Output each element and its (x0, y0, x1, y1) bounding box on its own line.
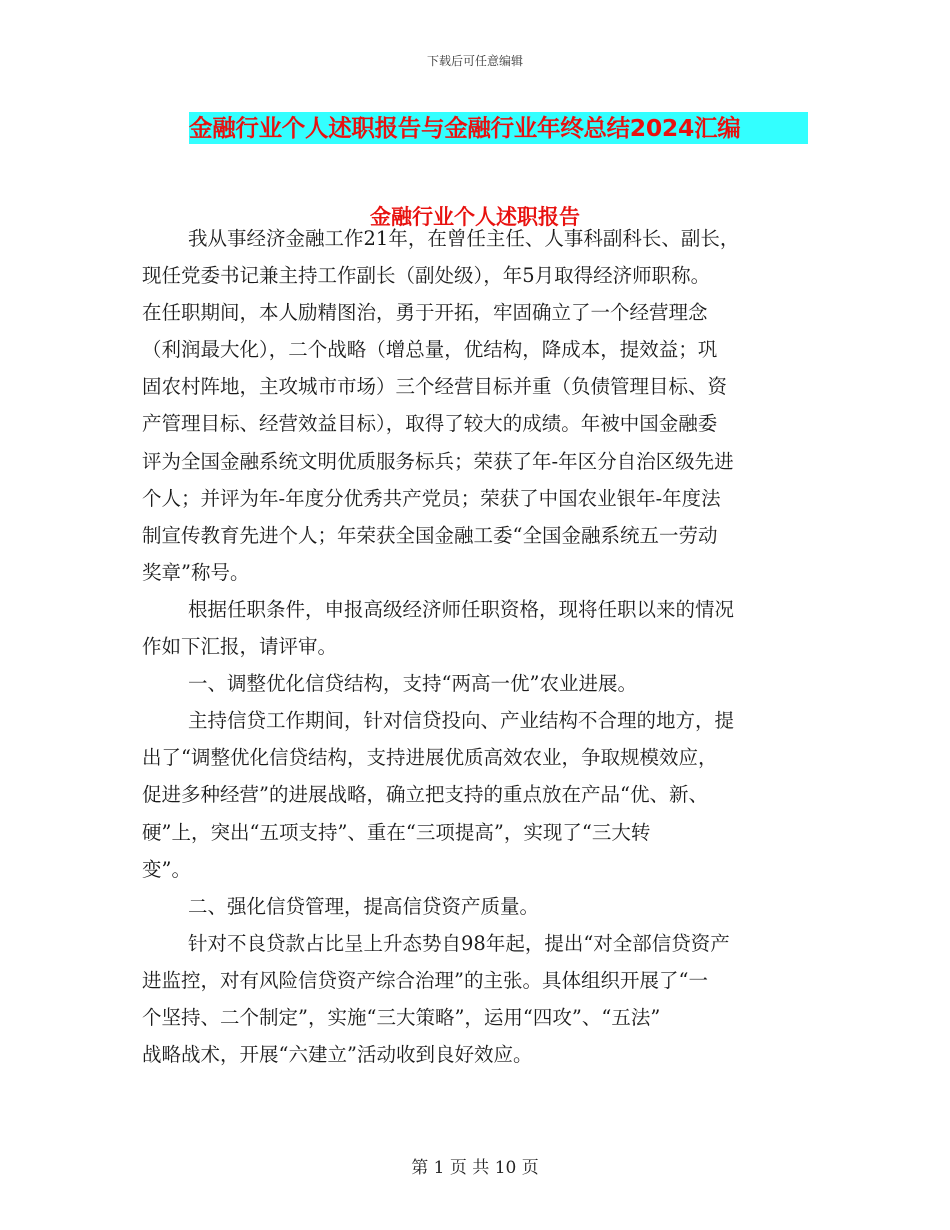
text-line: 一、调整优化信贷结构，支持“两高一优”农业进展。 (188, 672, 637, 696)
text-line: 制宣传教育先进个人；年荣获全国金融工委“全国金融系统五一劳动 (142, 523, 718, 547)
text-line: 奖章”称号。 (142, 560, 250, 584)
document-title: 金融行业个人述职报告与金融行业年终总结2024汇编 (189, 112, 808, 144)
page-footer: 第 1 页 共 10 页 (411, 1158, 539, 1178)
text-line: 主持信贷工作期间，针对信贷投向、产业结构不合理的地方，提 (188, 709, 735, 733)
text-line: 战略战术，开展“六建立”活动收到良好效应。 (142, 1043, 533, 1067)
text-line: （利润最大化），二个战略（增总量，优结构，降成本，提效益；巩 (142, 338, 718, 362)
text-line: 根据任职条件，申报高级经济师任职资格，现将任职以来的情况 (188, 597, 735, 621)
header-note: 下载后可任意编辑 (426, 54, 523, 68)
section-title: 金融行业个人述职报告 (370, 205, 580, 229)
text-line: 现任党委书记兼主持工作副长（副处级），年5月取得经济师职称。 (142, 264, 711, 288)
text-line: 二、强化信贷管理，提高信贷资产质量。 (188, 894, 540, 918)
text-line: 在任职期间，本人励精图治，勇于开拓，牢固确立了一个经营理念 (142, 301, 708, 325)
text-line: 促进多种经营”的进展战略，确立把支持的重点放在产品“优、新、 (142, 783, 708, 807)
text-line: 固农村阵地，主攻城市市场）三个经营目标并重（负债管理目标、资 (142, 375, 728, 399)
text-line: 作如下汇报，请评审。 (142, 635, 338, 659)
text-line: 个人；并评为年-年度分优秀共产党员；荣获了中国农业银年-年度法 (142, 486, 721, 510)
text-line: 产管理目标、经营效益目标），取得了较大的成绩。年被中国金融委 (142, 412, 718, 436)
text-line: 我从事经济金融工作21年，在曾任主任、人事科副科长、副长， (188, 227, 740, 250)
text-line: 出了“调整优化信贷结构，支持进展优质高效农业，争取规模效应， (142, 746, 718, 770)
text-line: 针对不良贷款占比呈上升态势自98年起，提出“对全部信贷资产 (188, 931, 730, 955)
text-line: 进监控，对有风险信贷资产综合治理”的主张。具体组织开展了“一 (142, 968, 708, 992)
text-line: 评为全国金融系统文明优质服务标兵；荣获了年-年区分自治区级先进 (142, 449, 734, 473)
text-line: 硬”上，突出“五项支持”、重在“三项提高”，实现了“三大转 (142, 820, 651, 844)
text-line: 变”。 (142, 857, 191, 881)
body-text (142, 220, 808, 1073)
text-line: 个坚持、二个制定”，实施“三大策略”，运用“四攻”、“五法” (142, 1005, 661, 1029)
